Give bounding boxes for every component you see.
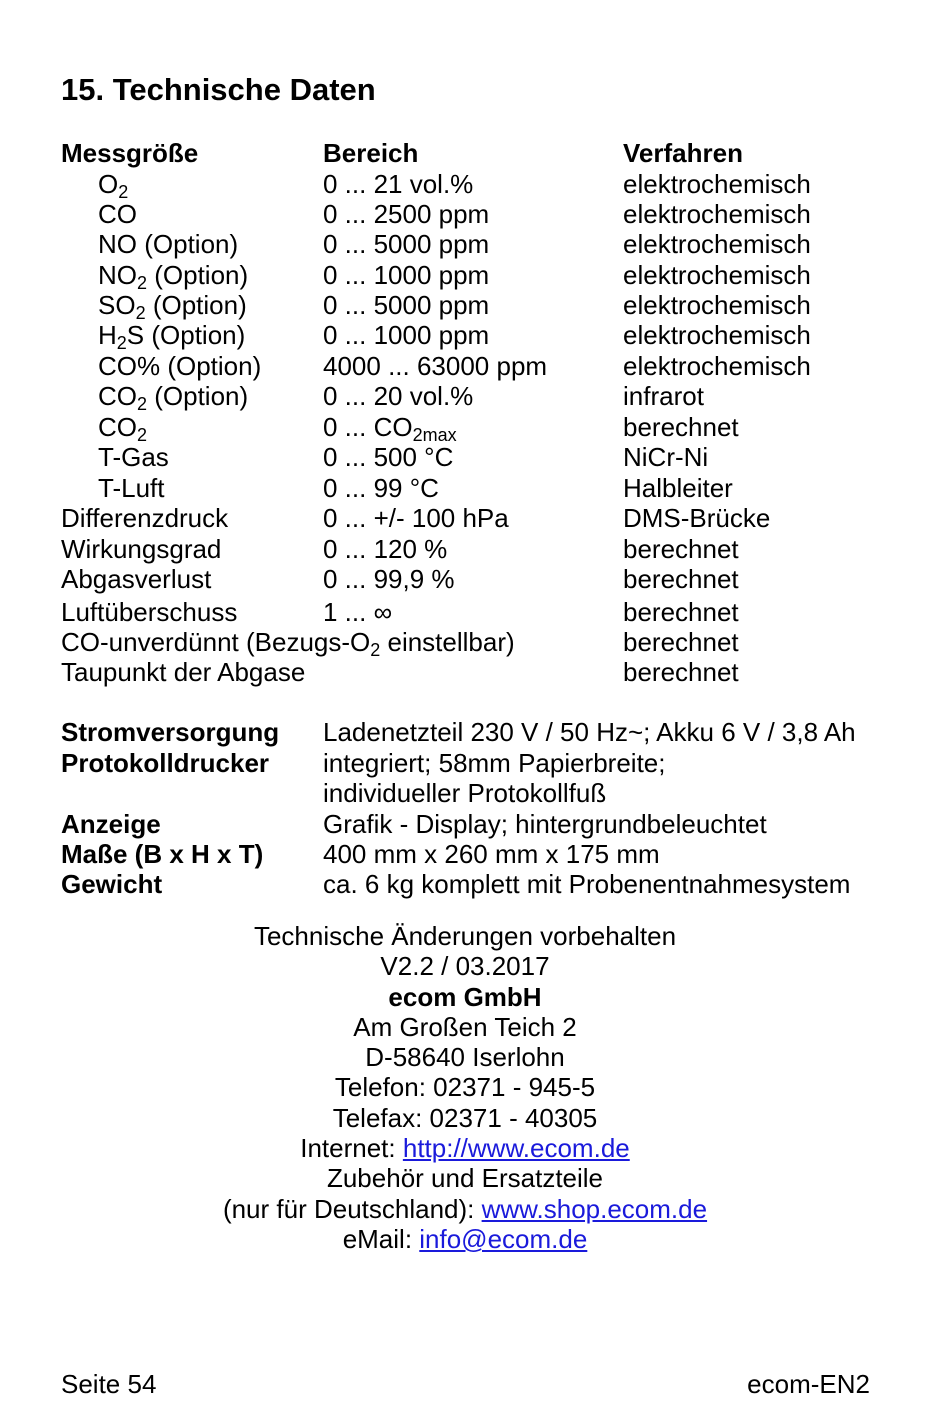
measure-range: 0 ... $CO_{2max}$ bbox=[323, 412, 457, 445]
spec-label: Protokolldrucker bbox=[61, 748, 270, 778]
contact-block bbox=[0, 921, 930, 1254]
measure-range: 0 ... 120 % bbox=[323, 534, 448, 564]
measure-range: 4000 ... 63000 ppm bbox=[323, 351, 548, 381]
measure-name: CO bbox=[98, 199, 137, 229]
measure-range: 0 ... 5000 ppm bbox=[323, 290, 490, 320]
measure-method: elektrochemisch bbox=[623, 229, 811, 259]
measure-name: $O_2$ bbox=[98, 169, 129, 202]
table-header bbox=[0, 138, 950, 168]
spec-value: Ladenetzteil 230 V / 50 Hz~; Akku 6 V / 3,8 Ah bbox=[323, 717, 856, 747]
internet-label: Internet: bbox=[300, 1133, 403, 1164]
measure-name: T-Luft bbox=[98, 473, 165, 503]
spec-row bbox=[0, 748, 950, 778]
email-label: eMail: bbox=[342, 1223, 420, 1254]
email-line bbox=[0, 1224, 930, 1254]
measure-method: berechnet bbox=[623, 597, 739, 627]
measure-name: CO-unverdünnt ($Bezugs-O_2$ einstellbar) bbox=[61, 627, 515, 660]
measure-method: Halbleiter bbox=[623, 473, 733, 503]
measure-method: berechnet bbox=[623, 564, 739, 594]
measure-method: elektrochemisch bbox=[623, 320, 811, 350]
table-row bbox=[0, 657, 950, 687]
measure-method: infrarot bbox=[623, 381, 704, 411]
measure-range: 0 ... 20 vol.% bbox=[323, 381, 474, 411]
measure-name: T-Gas bbox=[98, 442, 169, 472]
spec-value: 400 mm x 260 mm x 175 mm bbox=[323, 839, 660, 869]
spec-value: integriert; 58mm Papierbreite; bbox=[323, 748, 666, 778]
table-row bbox=[0, 229, 950, 259]
header-measure: Messgröße bbox=[61, 138, 199, 168]
spec-row bbox=[0, 839, 950, 869]
shop-label: (nur für Deutschland): bbox=[222, 1193, 482, 1224]
measure-name: $NO_2$ (Option) bbox=[98, 260, 249, 293]
measure-range: 0 ... 21 vol.% bbox=[323, 169, 474, 199]
measure-method: DMS-Brücke bbox=[623, 503, 771, 533]
spec-value: ca. 6 kg komplett mit Probenentnahmesystem bbox=[323, 869, 851, 899]
accessories: Zubehör und Ersatzteile bbox=[326, 1163, 604, 1194]
measure-method: elektrochemisch bbox=[623, 199, 811, 229]
shop-link[interactable]: www.shop.ecom.de bbox=[481, 1193, 708, 1224]
spec-value: individueller Protokollfuß bbox=[323, 778, 607, 808]
table-row bbox=[0, 597, 950, 627]
measure-name: $H_2S$ (Option) bbox=[98, 320, 246, 353]
page-title: 15. Technische Daten bbox=[61, 72, 376, 107]
measure-method: elektrochemisch bbox=[623, 260, 811, 290]
table-row bbox=[0, 199, 950, 229]
measure-name: Wirkungsgrad bbox=[61, 534, 222, 564]
measure-method: NiCr-Ni bbox=[623, 442, 709, 472]
table-row bbox=[0, 564, 950, 594]
table-row bbox=[0, 290, 950, 323]
measure-method: berechnet bbox=[623, 534, 739, 564]
measure-name: NO (Option) bbox=[98, 229, 239, 259]
spec-row bbox=[0, 809, 950, 839]
table-row bbox=[0, 260, 950, 293]
version: V2.2 / 03.2017 bbox=[380, 951, 550, 982]
page-number: Seite 54 bbox=[61, 1369, 157, 1399]
measure-name: Taupunkt der Abgase bbox=[61, 657, 306, 687]
spec-label: Anzeige bbox=[61, 809, 161, 839]
spec-row bbox=[0, 778, 950, 808]
measure-method: berechnet bbox=[623, 657, 739, 687]
measure-range: 0 ... +/- 100 hPa bbox=[323, 503, 509, 533]
email-link[interactable]: info@ecom.de bbox=[419, 1223, 588, 1254]
measure-range: 0 ... 500 °C bbox=[323, 442, 454, 472]
phone: Telefon: 02371 - 945-5 bbox=[334, 1072, 596, 1103]
internet-line bbox=[0, 1133, 930, 1163]
change-notice: Technische Änderungen vorbehalten bbox=[253, 921, 677, 951]
measure-name: $SO_2$ (Option) bbox=[98, 290, 247, 323]
table-row bbox=[0, 381, 950, 414]
company-name: ecom GmbH bbox=[388, 981, 542, 1012]
measure-method: elektrochemisch bbox=[623, 169, 811, 199]
spec-row bbox=[0, 869, 950, 899]
table-row bbox=[0, 320, 950, 353]
measure-method: elektrochemisch bbox=[623, 351, 811, 381]
table-row bbox=[0, 442, 950, 472]
measure-range: 0 ... 99 °C bbox=[323, 473, 439, 503]
street: Am Großen Teich 2 bbox=[353, 1011, 577, 1042]
measure-name: Differenzdruck bbox=[61, 503, 229, 533]
measure-range: 0 ... 5000 ppm bbox=[323, 229, 490, 259]
measure-method: elektrochemisch bbox=[623, 290, 811, 320]
table-row bbox=[0, 169, 950, 202]
spec-label: Gewicht bbox=[61, 869, 163, 899]
measure-name: $CO_2$ bbox=[98, 412, 148, 445]
measure-range: 0 ... 2500 ppm bbox=[323, 199, 490, 229]
header-method: Verfahren bbox=[623, 138, 743, 168]
measure-range: 0 ... 99,9 % bbox=[323, 564, 455, 594]
measure-name: Luftüberschuss bbox=[61, 597, 238, 627]
spec-row bbox=[0, 717, 950, 747]
table-row bbox=[0, 351, 950, 381]
city: D-58640 Iserlohn bbox=[365, 1042, 565, 1073]
measure-name: Abgasverlust bbox=[61, 564, 212, 594]
measure-range: 0 ... 1000 ppm bbox=[323, 320, 490, 350]
measure-name: CO% (Option) bbox=[98, 351, 262, 381]
measure-method: berechnet bbox=[623, 627, 739, 657]
header-range: Bereich bbox=[323, 138, 419, 168]
table-row bbox=[0, 412, 950, 445]
spec-label: Maße (B x H x T) bbox=[61, 839, 264, 869]
table-row bbox=[0, 627, 950, 660]
measure-range: 1 ... ∞ bbox=[323, 597, 393, 627]
fax: Telefax: 02371 - 40305 bbox=[332, 1102, 598, 1133]
spec-label: Stromversorgung bbox=[61, 717, 280, 747]
measure-name: $CO_2$ (Option) bbox=[98, 381, 249, 414]
document-id: ecom-EN2 bbox=[747, 1369, 870, 1399]
table-row bbox=[0, 534, 950, 564]
table-row bbox=[0, 473, 950, 503]
spec-value: Grafik - Display; hintergrundbeleuchtet bbox=[323, 809, 767, 839]
measure-method: berechnet bbox=[623, 412, 739, 442]
table-row bbox=[0, 503, 950, 533]
shop-line bbox=[0, 1194, 930, 1224]
website-link[interactable]: http://www.ecom.de bbox=[402, 1133, 630, 1164]
measure-range: 0 ... 1000 ppm bbox=[323, 260, 490, 290]
